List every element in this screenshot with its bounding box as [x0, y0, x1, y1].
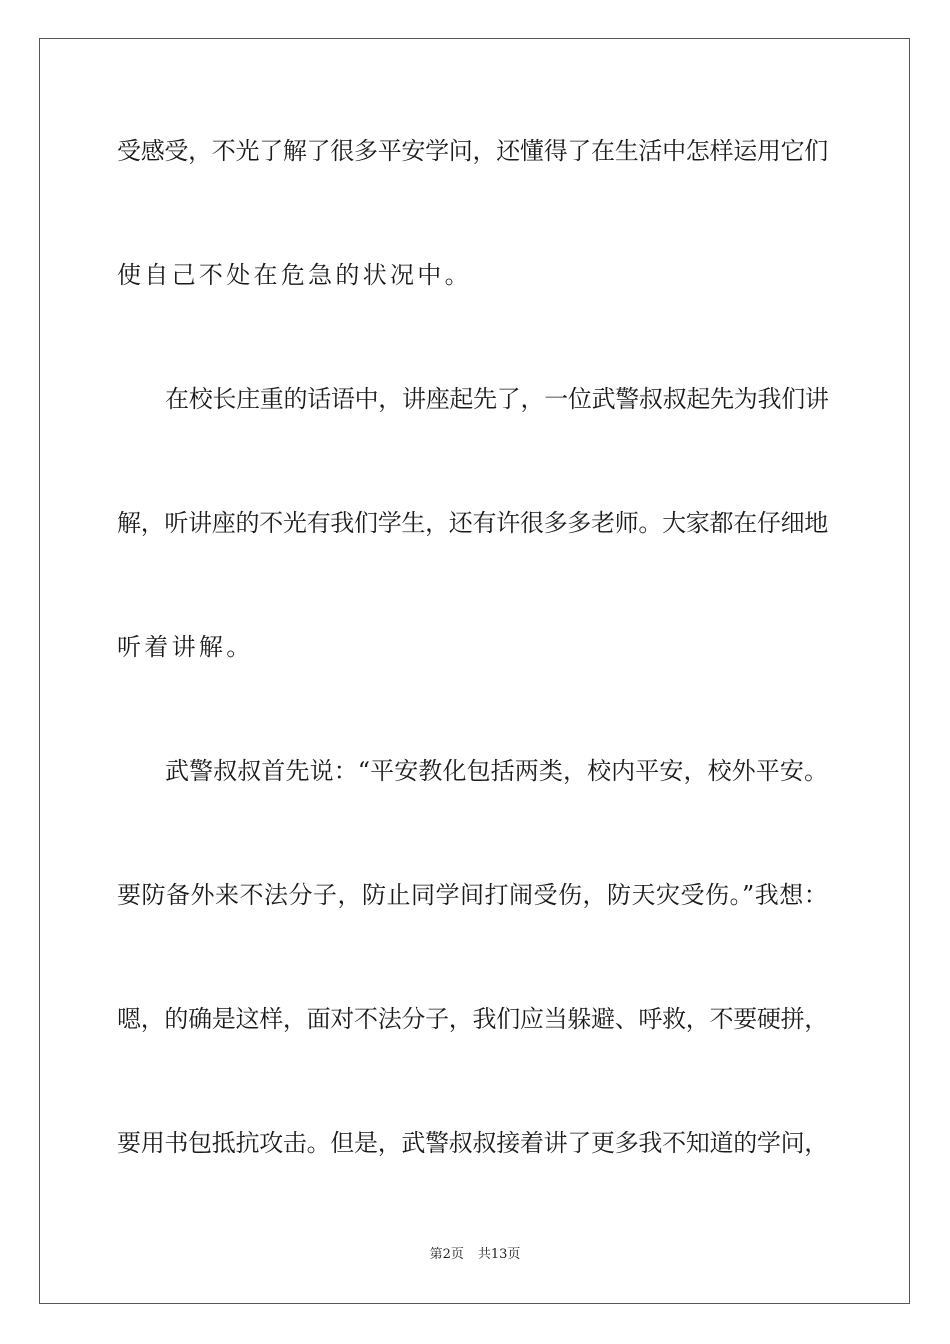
page-total: 共13页 [477, 1247, 521, 1262]
text-line-5: 听着讲解。 [117, 633, 254, 661]
text-line-3: 在校长庄重的话语中，讲座起先了，一位武警叔叔起先为我们讲 [165, 385, 829, 413]
text-line-4: 解，听讲座的不光有我们学生，还有许很多多老师。大家都在仔细地 [117, 509, 828, 537]
page-border [39, 38, 910, 1304]
text-line-1: 受感受，不光了解了很多平安学问，还懂得了在生活中怎样运用它们 [117, 137, 828, 165]
text-line-2: 使自己不处在危急的状况中。 [117, 261, 472, 289]
text-line-7: 要防备外来不法分子，防止同学间打闹受伤，防天灾受伤。”我想： [117, 881, 829, 909]
page-footer [0, 1247, 950, 1263]
text-line-6: 武警叔叔首先说：“平安教化包括两类，校内平安，校外平安。 [165, 757, 829, 785]
page-number: 第2页 [429, 1247, 464, 1262]
text-line-8: 嗯，的确是这样，面对不法分子，我们应当躲避、呼救，不要硬拼， [117, 1005, 828, 1033]
text-line-9: 要用书包抵抗攻击。但是，武警叔叔接着讲了更多我不知道的学问， [117, 1129, 828, 1157]
